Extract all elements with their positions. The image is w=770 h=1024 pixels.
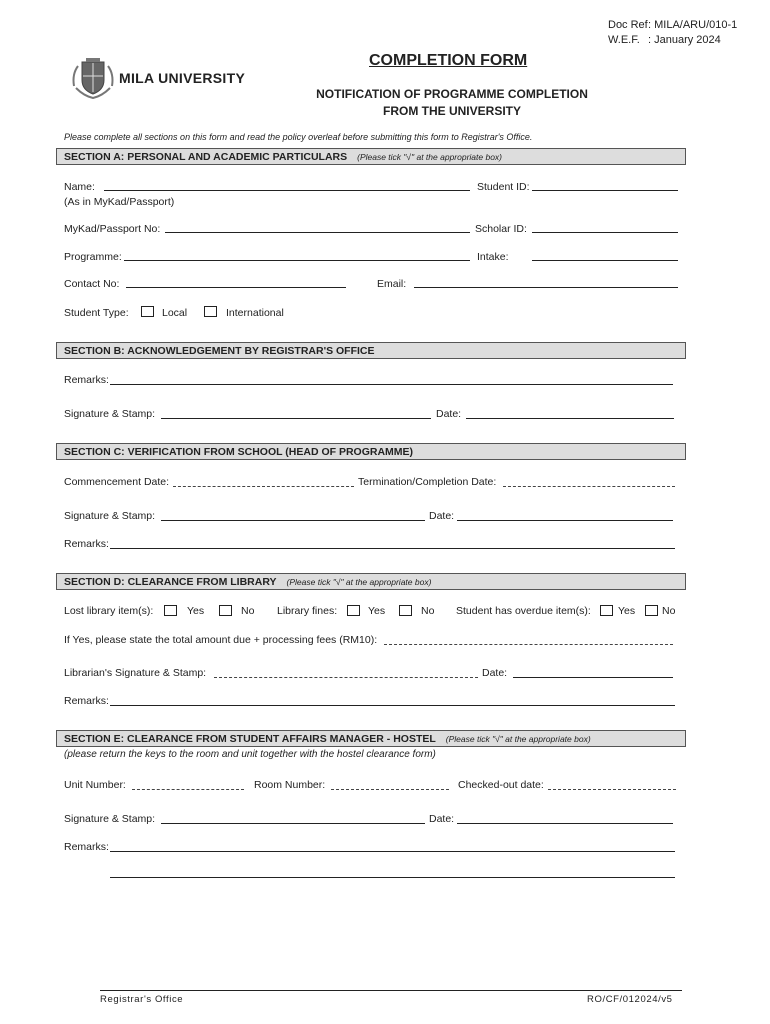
section-d-title: SECTION D: CLEARANCE FROM LIBRARY	[64, 576, 277, 588]
contact-field[interactable]	[126, 287, 346, 288]
form-title: COMPLETION FORM	[369, 52, 528, 69]
mykad-field[interactable]	[165, 232, 470, 233]
section-b-remarks-field[interactable]	[110, 384, 673, 385]
section-e-remarks-label: Remarks:	[64, 841, 109, 853]
lost-items-label: Lost library item(s):	[64, 605, 154, 617]
wef-label: W.E.F.	[608, 34, 640, 46]
section-c-signature-field[interactable]	[161, 520, 425, 521]
library-fines-yes-label: Yes	[368, 605, 386, 617]
termination-field[interactable]	[503, 486, 675, 487]
commencement-label: Commencement Date:	[64, 476, 170, 488]
programme-label: Programme:	[64, 251, 122, 263]
unit-number-label: Unit Number:	[64, 779, 126, 791]
footer-office: Registrar's Office	[100, 994, 184, 1005]
wef-value: : January 2024	[648, 34, 721, 46]
email-label: Email:	[377, 278, 407, 290]
lost-items-yes-checkbox[interactable]	[164, 605, 177, 616]
international-label: International	[226, 307, 284, 319]
section-c-remarks-field[interactable]	[110, 548, 675, 549]
subtitle-line-2: FROM THE UNIVERSITY	[382, 104, 521, 118]
doc-ref-label: Doc Ref	[608, 19, 648, 31]
form-instructions: Please complete all sections on this form and read the policy overleaf before submitting this form to Registrar's Office.	[64, 132, 533, 142]
lost-items-no-checkbox[interactable]	[219, 605, 232, 616]
overdue-items-label: Student has overdue item(s):	[456, 605, 591, 617]
lost-items-no-label: No	[241, 605, 255, 617]
form-subtitle	[292, 86, 612, 120]
section-c-signature-label: Signature & Stamp:	[64, 510, 156, 522]
section-c-date-field[interactable]	[457, 520, 673, 521]
section-d-note: (Please tick "√" at the appropriate box)	[286, 577, 432, 587]
section-a-title: SECTION A: PERSONAL AND ACADEMIC PARTICULARS	[64, 151, 348, 163]
email-field[interactable]	[414, 287, 678, 288]
unit-number-field[interactable]	[132, 789, 244, 790]
section-e-signature-field[interactable]	[161, 823, 425, 824]
section-c-header	[56, 443, 686, 460]
section-d-remarks-label: Remarks:	[64, 695, 109, 707]
name-label: Name:	[64, 181, 95, 193]
section-e-date-label: Date:	[429, 813, 455, 825]
student-id-field[interactable]	[532, 190, 678, 191]
scholar-id-label: Scholar ID:	[475, 223, 527, 235]
university-crest-logo	[70, 56, 116, 103]
student-type-label: Student Type:	[64, 307, 129, 319]
total-amount-field[interactable]	[384, 644, 673, 645]
local-label: Local	[162, 307, 188, 319]
library-fines-label: Library fines:	[277, 605, 338, 617]
section-e-remarks-field-2[interactable]	[110, 877, 675, 878]
footer-rule	[100, 990, 682, 991]
section-e-date-field[interactable]	[457, 823, 673, 824]
section-d-date-field[interactable]	[513, 677, 673, 678]
room-number-label: Room Number:	[254, 779, 326, 791]
section-b-date-field[interactable]	[466, 418, 674, 419]
document-reference	[608, 18, 737, 48]
scholar-id-field[interactable]	[532, 232, 678, 233]
contact-label: Contact No:	[64, 278, 120, 290]
section-b-signature-label: Signature & Stamp:	[64, 408, 156, 420]
intake-label: Intake:	[477, 251, 509, 263]
doc-ref-value: : MILA/ARU/010-1	[648, 19, 738, 31]
section-e-remarks-field[interactable]	[110, 851, 675, 852]
commencement-field[interactable]	[173, 486, 354, 487]
librarian-signature-label: Librarian's Signature & Stamp:	[64, 667, 207, 679]
overdue-items-no-label: No	[662, 605, 676, 617]
overdue-items-yes-checkbox[interactable]	[600, 605, 613, 616]
section-b-title: SECTION B: ACKNOWLEDGEMENT BY REGISTRAR'S OFFICE	[64, 345, 375, 357]
local-checkbox[interactable]	[141, 306, 154, 317]
university-name: MILA UNIVERSITY	[119, 70, 246, 86]
section-a-header	[56, 148, 686, 165]
section-b-date-label: Date:	[436, 408, 462, 420]
library-fines-yes-checkbox[interactable]	[347, 605, 360, 616]
total-amount-label: If Yes, please state the total amount due + processing fees (RM10):	[64, 634, 378, 646]
international-checkbox[interactable]	[204, 306, 217, 317]
checked-out-field[interactable]	[548, 789, 676, 790]
mykad-label: MyKad/Passport No:	[64, 223, 161, 235]
hostel-instruction: (please return the keys to the room and unit together with the hostel clearance form)	[64, 749, 436, 760]
overdue-items-no-checkbox[interactable]	[645, 605, 658, 616]
section-b-signature-field[interactable]	[161, 418, 431, 419]
librarian-signature-field[interactable]	[214, 677, 478, 678]
section-d-header	[56, 573, 686, 590]
name-field[interactable]	[104, 190, 470, 191]
checked-out-label: Checked-out date:	[458, 779, 544, 791]
library-fines-no-label: No	[421, 605, 435, 617]
name-note: (As in MyKad/Passport)	[64, 196, 175, 208]
section-c-title: SECTION C: VERIFICATION FROM SCHOOL (HEAD OF PROGRAMME)	[64, 446, 414, 458]
overdue-items-yes-label: Yes	[618, 605, 636, 617]
intake-field[interactable]	[532, 260, 678, 261]
library-fines-no-checkbox[interactable]	[399, 605, 412, 616]
section-c-date-label: Date:	[429, 510, 455, 522]
section-a-note: (Please tick "√" at the appropriate box)	[357, 152, 503, 162]
footer-form-code: RO/CF/012024/v5	[587, 994, 673, 1005]
subtitle-line-1: NOTIFICATION OF PROGRAMME COMPLETION	[316, 87, 588, 101]
section-e-title: SECTION E: CLEARANCE FROM STUDENT AFFAIRS MANAGER - HOSTEL	[64, 733, 436, 745]
section-d-remarks-field[interactable]	[110, 705, 675, 706]
section-b-remarks-label: Remarks:	[64, 374, 109, 386]
lost-items-yes-label: Yes	[187, 605, 205, 617]
student-id-label: Student ID:	[477, 181, 530, 193]
room-number-field[interactable]	[331, 789, 449, 790]
section-d-date-label: Date:	[482, 667, 508, 679]
section-e-header	[56, 730, 686, 747]
programme-field[interactable]	[124, 260, 470, 261]
termination-label: Termination/Completion Date:	[358, 476, 497, 488]
section-e-signature-label: Signature & Stamp:	[64, 813, 156, 825]
section-e-note: (Please tick "√" at the appropriate box)	[445, 734, 591, 744]
section-b-header	[56, 342, 686, 359]
section-c-remarks-label: Remarks:	[64, 538, 109, 550]
